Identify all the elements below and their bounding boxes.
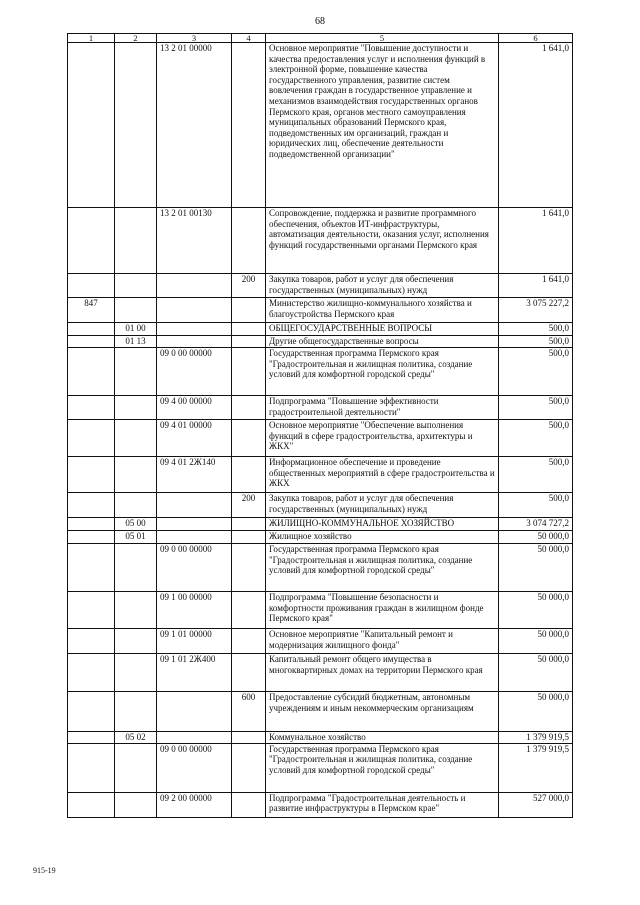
table-row <box>68 493 573 518</box>
cell-c1 <box>68 43 115 208</box>
page-number: 68 <box>315 16 325 27</box>
cell-c5: Подпрограмма "Повышение эффективности градостроительной деятельности" <box>266 396 499 420</box>
budget-table <box>67 33 573 818</box>
cell-c1 <box>68 493 115 518</box>
cell-c6: 500,0 <box>499 336 573 348</box>
cell-c3 <box>157 336 232 348</box>
cell-c3: 13 2 01 00130 <box>157 208 232 274</box>
cell-c4 <box>232 298 266 323</box>
cell-c6: 1 641,0 <box>499 208 573 274</box>
cell-c2 <box>115 420 157 457</box>
cell-c1 <box>68 420 115 457</box>
cell-c4 <box>232 457 266 493</box>
cell-c5: Государственная программа Пермского края "Градостроительная и жилищная политика, создание условий для комфортной городской среды" <box>266 544 499 592</box>
cell-c2 <box>115 654 157 692</box>
cell-c3: 09 1 00 00000 <box>157 592 232 629</box>
cell-c4 <box>232 544 266 592</box>
budget-table-body <box>68 34 573 818</box>
cell-c3 <box>157 323 232 336</box>
cell-c4 <box>232 743 266 792</box>
cell-c4 <box>232 592 266 629</box>
column-header: 4 <box>232 34 266 43</box>
cell-c3: 09 0 00 00000 <box>157 544 232 592</box>
cell-c4 <box>232 654 266 692</box>
cell-c3: 09 4 01 00000 <box>157 420 232 457</box>
cell-c1 <box>68 743 115 792</box>
cell-c1 <box>68 396 115 420</box>
cell-c4 <box>232 323 266 336</box>
cell-c5: Коммунальное хозяйство <box>266 732 499 744</box>
table-row <box>68 592 573 629</box>
cell-c2 <box>115 692 157 732</box>
cell-c1 <box>68 544 115 592</box>
table-row <box>68 544 573 592</box>
cell-c2: 01 00 <box>115 323 157 336</box>
table-row <box>68 792 573 817</box>
cell-c5: Другие общегосударственные вопросы <box>266 336 499 348</box>
cell-c1 <box>68 323 115 336</box>
cell-c3 <box>157 531 232 544</box>
cell-c5: Основное мероприятие "Капитальный ремонт и модернизация жилищного фонда" <box>266 629 499 654</box>
cell-c5: Предоставление субсидий бюджетным, автономным учреждениям и иным некоммерческим организациям <box>266 692 499 732</box>
cell-c3: 09 4 00 00000 <box>157 396 232 420</box>
cell-c5: Подпрограмма "Градостроительная деятельность и развитие инфраструктуры в Пермском крае" <box>266 792 499 817</box>
cell-c4 <box>232 396 266 420</box>
cell-c4 <box>232 348 266 396</box>
table-row <box>68 629 573 654</box>
cell-c5: Закупка товаров, работ и услуг для обеспечения государственных (муниципальных) нужд <box>266 274 499 298</box>
cell-c6: 1 641,0 <box>499 43 573 208</box>
cell-c1 <box>68 692 115 732</box>
table-row <box>68 274 573 298</box>
cell-c2: 05 00 <box>115 518 157 531</box>
table-row <box>68 420 573 457</box>
cell-c5: Закупка товаров, работ и услуг для обеспечения государственных (муниципальных) нужд <box>266 493 499 518</box>
cell-c3: 09 0 00 00000 <box>157 743 232 792</box>
cell-c2 <box>115 592 157 629</box>
cell-c3 <box>157 732 232 744</box>
cell-c3: 09 1 01 2Ж400 <box>157 654 232 692</box>
column-header: 2 <box>115 34 157 43</box>
cell-c4: 200 <box>232 493 266 518</box>
cell-c6: 1 379 919,5 <box>499 743 573 792</box>
table-row <box>68 43 573 208</box>
cell-c1 <box>68 654 115 692</box>
cell-c6: 50 000,0 <box>499 692 573 732</box>
table-row <box>68 336 573 348</box>
cell-c6: 50 000,0 <box>499 544 573 592</box>
cell-c2 <box>115 298 157 323</box>
cell-c1 <box>68 348 115 396</box>
cell-c4: 200 <box>232 274 266 298</box>
cell-c3: 13 2 01 00000 <box>157 43 232 208</box>
cell-c1 <box>68 208 115 274</box>
cell-c5: Основное мероприятие "Обеспечение выполнения функций в сфере градостроительства, архитектуры и ЖКХ" <box>266 420 499 457</box>
cell-c2: 01 13 <box>115 336 157 348</box>
cell-c2: 05 01 <box>115 531 157 544</box>
cell-c6: 500,0 <box>499 493 573 518</box>
cell-c3: 09 4 01 2Ж140 <box>157 457 232 493</box>
cell-c6: 50 000,0 <box>499 654 573 692</box>
cell-c2 <box>115 274 157 298</box>
column-header: 1 <box>68 34 115 43</box>
cell-c6: 500,0 <box>499 457 573 493</box>
cell-c6: 500,0 <box>499 396 573 420</box>
cell-c1 <box>68 629 115 654</box>
cell-c4: 600 <box>232 692 266 732</box>
cell-c2: 05 02 <box>115 732 157 744</box>
column-header: 5 <box>266 34 499 43</box>
cell-c6: 3 075 227,2 <box>499 298 573 323</box>
cell-c5: Государственная программа Пермского края "Градостроительная и жилищная политика, создание условий для комфортной городской среды" <box>266 743 499 792</box>
cell-c3 <box>157 518 232 531</box>
table-row <box>68 298 573 323</box>
document-code: 915-19 <box>33 866 56 875</box>
cell-c2 <box>115 208 157 274</box>
cell-c1 <box>68 518 115 531</box>
column-header: 3 <box>157 34 232 43</box>
cell-c5: Жилищное хозяйство <box>266 531 499 544</box>
cell-c5: Сопровождение, поддержка и развитие программного обеспечения, объектов ИТ-инфраструктуры, автоматизация деятельности, оказания услуг, исполнения функций государственными органами Пермского края <box>266 208 499 274</box>
cell-c1 <box>68 732 115 744</box>
cell-c6: 500,0 <box>499 420 573 457</box>
cell-c3 <box>157 493 232 518</box>
table-row <box>68 208 573 274</box>
cell-c6: 527 000,0 <box>499 792 573 817</box>
cell-c1 <box>68 531 115 544</box>
cell-c5: Капитальный ремонт общего имущества в многоквартирных домах на территории Пермского края <box>266 654 499 692</box>
cell-c4 <box>232 792 266 817</box>
column-header: 6 <box>499 34 573 43</box>
cell-c1 <box>68 457 115 493</box>
cell-c6: 3 074 727,2 <box>499 518 573 531</box>
cell-c3 <box>157 692 232 732</box>
cell-c3: 09 2 00 00000 <box>157 792 232 817</box>
cell-c6: 500,0 <box>499 348 573 396</box>
cell-c5: ЖИЛИЩНО-КОММУНАЛЬНОЕ ХОЗЯЙСТВО <box>266 518 499 531</box>
cell-c4 <box>232 208 266 274</box>
table-row <box>68 396 573 420</box>
cell-c1 <box>68 274 115 298</box>
table-row <box>68 531 573 544</box>
cell-c2 <box>115 743 157 792</box>
cell-c4 <box>232 420 266 457</box>
cell-c5: Подпрограмма "Повышение безопасности и комфортности проживания граждан в жилищном фонде Пермского края" <box>266 592 499 629</box>
table-row <box>68 518 573 531</box>
cell-c5: Министерство жилищно-коммунального хозяйства и благоустройства Пермского края <box>266 298 499 323</box>
table-row <box>68 743 573 792</box>
cell-c6: 1 379 919,5 <box>499 732 573 744</box>
cell-c6: 50 000,0 <box>499 629 573 654</box>
cell-c5: ОБЩЕГОСУДАРСТВЕННЫЕ ВОПРОСЫ <box>266 323 499 336</box>
cell-c2 <box>115 348 157 396</box>
cell-c5: Основное мероприятие "Повышение доступности и качества предоставления услуг и исполнения функций в электронной форме, повышение качества государственного управления, развитие систем вовлечения граждан в государственное управление и механизмов взаимодействия государственных органов Пермского края, органов местного самоуправления муниципальных образований Пермского края, подведомственных им организаций, граждан и юридических лиц, обеспечение деятельности подведомственной организации" <box>266 43 499 208</box>
cell-c4 <box>232 336 266 348</box>
cell-c1: 847 <box>68 298 115 323</box>
table-header-row <box>68 34 573 43</box>
cell-c3 <box>157 274 232 298</box>
table-row <box>68 692 573 732</box>
cell-c2 <box>115 629 157 654</box>
cell-c6: 1 641,0 <box>499 274 573 298</box>
cell-c2 <box>115 792 157 817</box>
cell-c6: 50 000,0 <box>499 592 573 629</box>
cell-c4 <box>232 732 266 744</box>
table-row <box>68 348 573 396</box>
cell-c4 <box>232 629 266 654</box>
cell-c6: 50 000,0 <box>499 531 573 544</box>
cell-c5: Государственная программа Пермского края "Градостроительная и жилищная политика, создание условий для комфортной городской среды" <box>266 348 499 396</box>
cell-c5: Информационное обеспечение и проведение общественных мероприятий в сфере градостроительства и ЖКХ <box>266 457 499 493</box>
cell-c2 <box>115 396 157 420</box>
cell-c2 <box>115 457 157 493</box>
cell-c2 <box>115 493 157 518</box>
cell-c4 <box>232 531 266 544</box>
table-row <box>68 323 573 336</box>
cell-c4 <box>232 43 266 208</box>
cell-c3: 09 0 00 00000 <box>157 348 232 396</box>
cell-c1 <box>68 592 115 629</box>
table-row <box>68 732 573 744</box>
cell-c2 <box>115 43 157 208</box>
cell-c3 <box>157 298 232 323</box>
cell-c6: 500,0 <box>499 323 573 336</box>
table-row <box>68 654 573 692</box>
cell-c1 <box>68 792 115 817</box>
cell-c1 <box>68 336 115 348</box>
table-row <box>68 457 573 493</box>
cell-c4 <box>232 518 266 531</box>
cell-c3: 09 1 01 00000 <box>157 629 232 654</box>
cell-c2 <box>115 544 157 592</box>
